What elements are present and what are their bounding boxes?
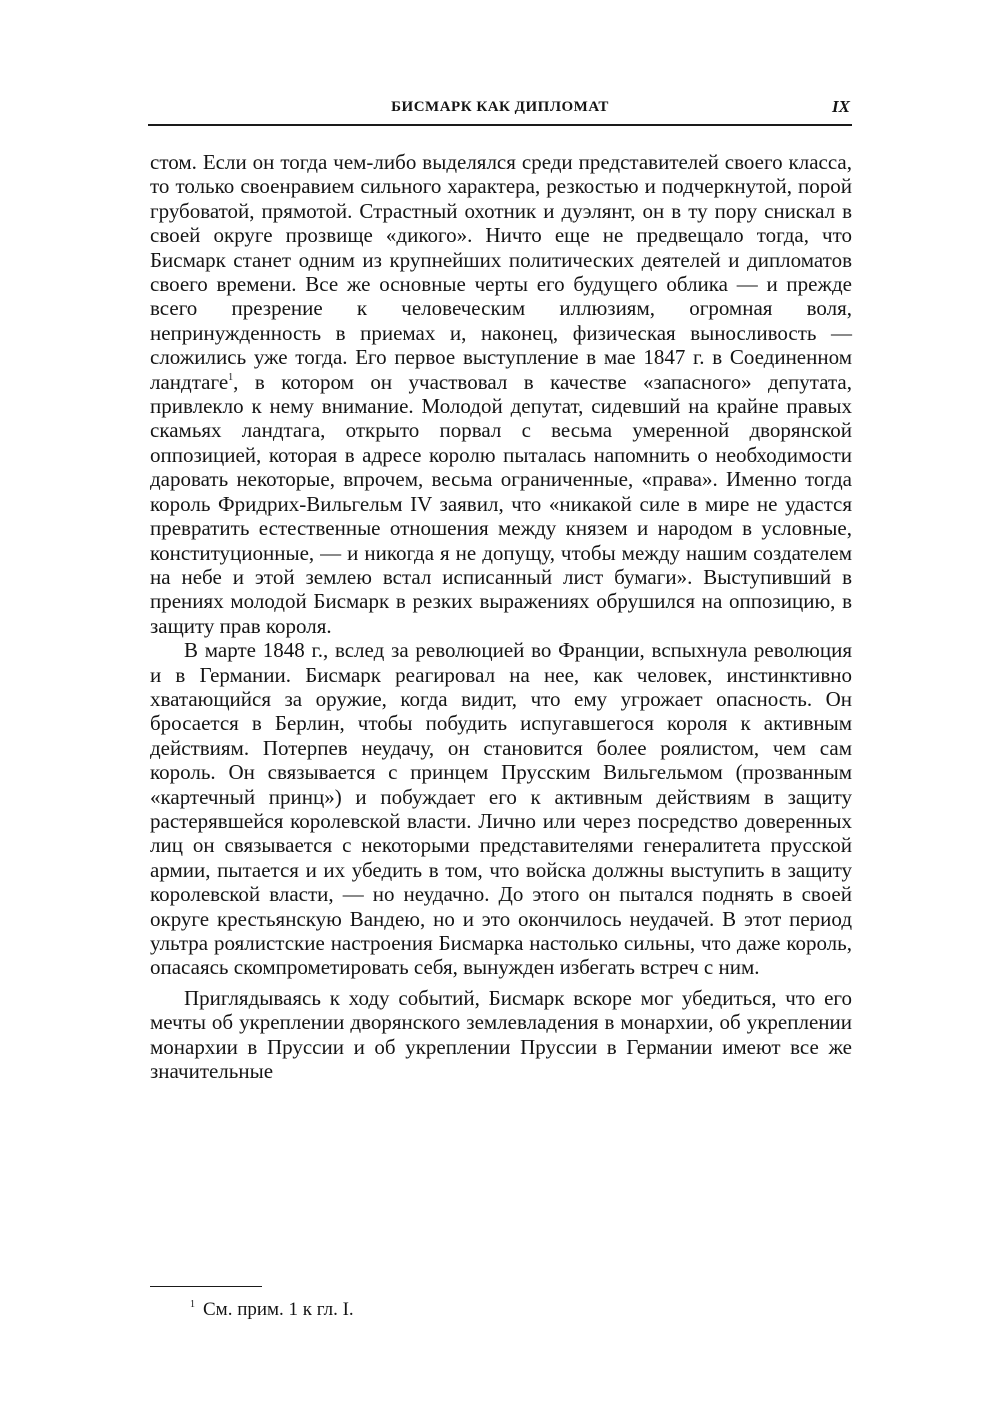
paragraph-1-part-b: , в котором он участвовал в качестве «запасного» депутата, привлекло к нему внимание. Молодой депутат, сидевший на крайне правых скамьях ландтага, открыто порвал с весьма умеренной дворянской оппозицией, которая в адресе королю пыталась напомнить о необходимости даровать некоторые, впрочем, весьма ограниченные, «права». Именно тогда король Фридрих-Вильгельм IV заявил, что «никакой силе в мире не удастся превратить естественные отношения между князем и народом в условные, конституционные, — и никогда я не допущу, чтобы между нашим создателем на небе и этой землею встал исписанный лист бумаги». Выступивший в прениях молодой Бисмарк в резких выражениях обрушился на оппозицию, в защиту прав короля. — [150, 369, 852, 638]
running-title: БИСМАРК КАК ДИПЛОМАТ — [391, 99, 609, 115]
paragraph-3: Приглядываясь к ходу событий, Бисмарк вскоре мог убедиться, что его мечты об укреплении дворянского землевладения в монархии, об укреплении монархии в Пруссии и об укреплении Пруссии в Германии имеют все же значительные — [150, 985, 852, 1084]
paragraph-2: В марте 1848 г., вслед за революцией во Франции, вспыхнула революция и в Германии. Бисмарк реагировал на нее, как человек, инстинктивно хватающийся за оружие, когда видит, что ему угрожает опасность. Он бросается в Берлин, чтобы побудить испугавшегося короля к активным действиям. Потерпев неудачу, он становится более роялистом, чем сам король. Он связывается с принцем Прусским Вильгельмом (прозванным «картечный принц») и побуждает его к активным действиям в защиту растерявшейся королевской власти. Лично или через посредство доверенных лиц он связывается с некоторыми представителями генералитета прусской армии, пытается и их убедить в том, что войска должны выступить в защиту королевской власти, — но неудачно. До этого он пытался поднять в своей округе крестьянскую Вандею, но и это окончилось неудачей. В этот период ультра роялистские настроения Бисмарка настолько сильны, что даже король, опасаясь скомпрометировать себя, вынужден избегать встреч с ним. — [150, 638, 852, 980]
footnote — [190, 1298, 354, 1322]
footnote-text: См. прим. 1 к гл. I. — [203, 1299, 354, 1320]
running-head — [150, 97, 850, 121]
paragraph-1 — [150, 150, 852, 638]
footnote-marker: 1 — [190, 1299, 195, 1310]
footnote-reference[interactable]: 1 — [228, 371, 234, 383]
footnote-rule — [150, 1286, 262, 1287]
body-text — [150, 150, 852, 1083]
header-rule — [148, 124, 852, 126]
page-number: IX — [832, 97, 850, 116]
paragraph-1-part-a: стом. Если он тогда чем-либо выделялся среди представителей своего класса, то только своенравием сильного характера, резкостью и подчеркнутой, порой грубоватой, прямотой. Страстный охотник и дуэлянт, он в ту пору снискал в своей округе прозвище «дикого». Ничто еще не предвещало тогда, что Бисмарк станет одним из крупнейших политических деятелей и дипломатов своего времени. Все же основные черты его будущего облика — и прежде всего презрение к человеческим иллюзиям, огромная воля, непринужденность в приемах и, наконец, физическая выносливость — сложились уже тогда. Его первое выступление в мае 1847 г. в Соединенном ландтаге — [150, 150, 852, 394]
